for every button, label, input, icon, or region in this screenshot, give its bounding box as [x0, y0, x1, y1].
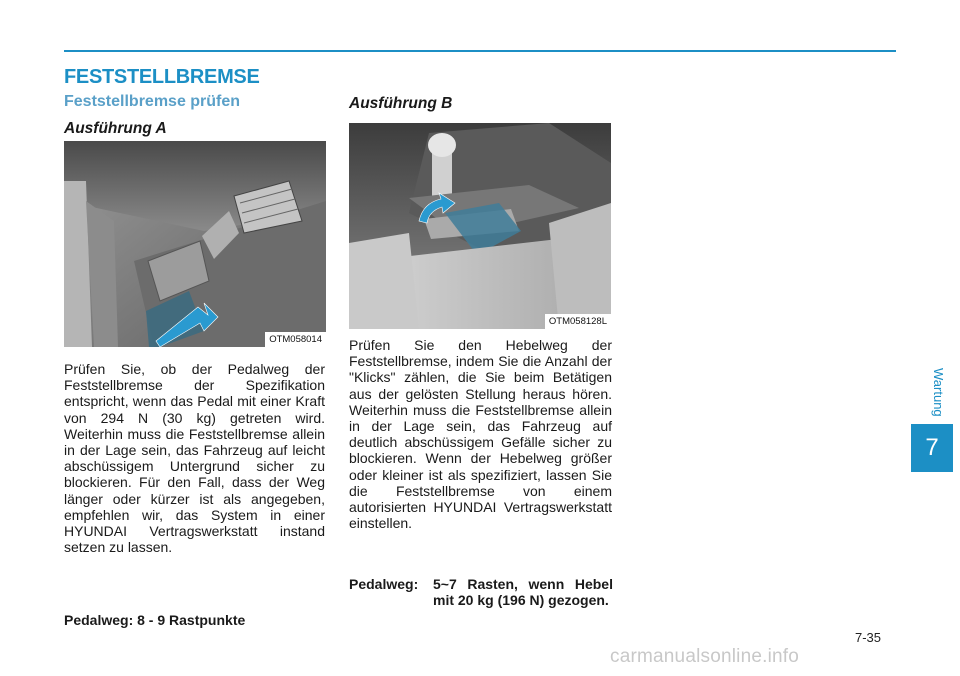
body-text-b — [349, 337, 612, 531]
spec-b-value: 5~7 Rasten, wenn Hebel mit 20 kg (196 N) gezogen. — [433, 576, 613, 609]
subheading: Feststellbremse prüfen — [64, 93, 241, 110]
watermark: carmanualsonline.info — [610, 646, 800, 667]
spec-a: Pedalweg: 8 - 9 Rastpunkte — [64, 612, 246, 628]
spec-b-label: Pedalweg: — [349, 576, 419, 592]
body-paragraph-a: Prüfen Sie, ob der Pedalweg der Feststellbremse der Spezifikation entspricht, wenn das Pedal mit einer Kraft von 294 N (30 kg) getreten wird. Weiterhin muss die Feststellbremse allein in der Lage sein, das Fahrzeug auf leicht abschüssigem Untergrund sicher zu blockieren. Für den Fall, dass der Weg länger oder kürzer ist als angegeben, empfehlen wir, das System in einer HYUNDAI Vertragswerkstatt instand setzen zu lassen. — [64, 361, 325, 556]
variant-a-title: Ausführung A — [64, 120, 167, 137]
top-rule — [64, 50, 896, 52]
section-title: FESTSTELLBREMSE — [64, 66, 260, 88]
figure-code-b: OTM058128L — [545, 314, 611, 329]
handbrake-lever-illustration — [349, 123, 611, 329]
figure-variant-b — [349, 123, 611, 329]
parking-pedal-illustration — [64, 141, 326, 347]
page-number: 7-35 — [855, 630, 882, 645]
body-paragraph-b: Prüfen Sie den Hebelweg der Feststellbremse, indem Sie die Anzahl der "Klicks" zählen, die Sie beim Betätigen aus der gelösten Stellung heraus hören. Weiterhin muss die Feststellbremse allein in der Lage sein, das Fahrzeug auf deutlich abschüssigem Gefälle sicher zu blockieren. Wenn der Hebelweg größer oder kleiner ist als spezifiziert, lassen Sie die Feststellbremse von einem autorisierten HYUNDAI Vertragswerkstatt einstellen. — [349, 337, 612, 532]
figure-code-a: OTM058014 — [265, 332, 326, 347]
chapter-label: Wartung — [931, 368, 946, 417]
figure-variant-a — [64, 141, 326, 347]
body-text-a — [64, 361, 325, 555]
variant-b-title: Ausführung B — [349, 95, 453, 112]
chapter-number-tab: 7 — [911, 424, 953, 472]
